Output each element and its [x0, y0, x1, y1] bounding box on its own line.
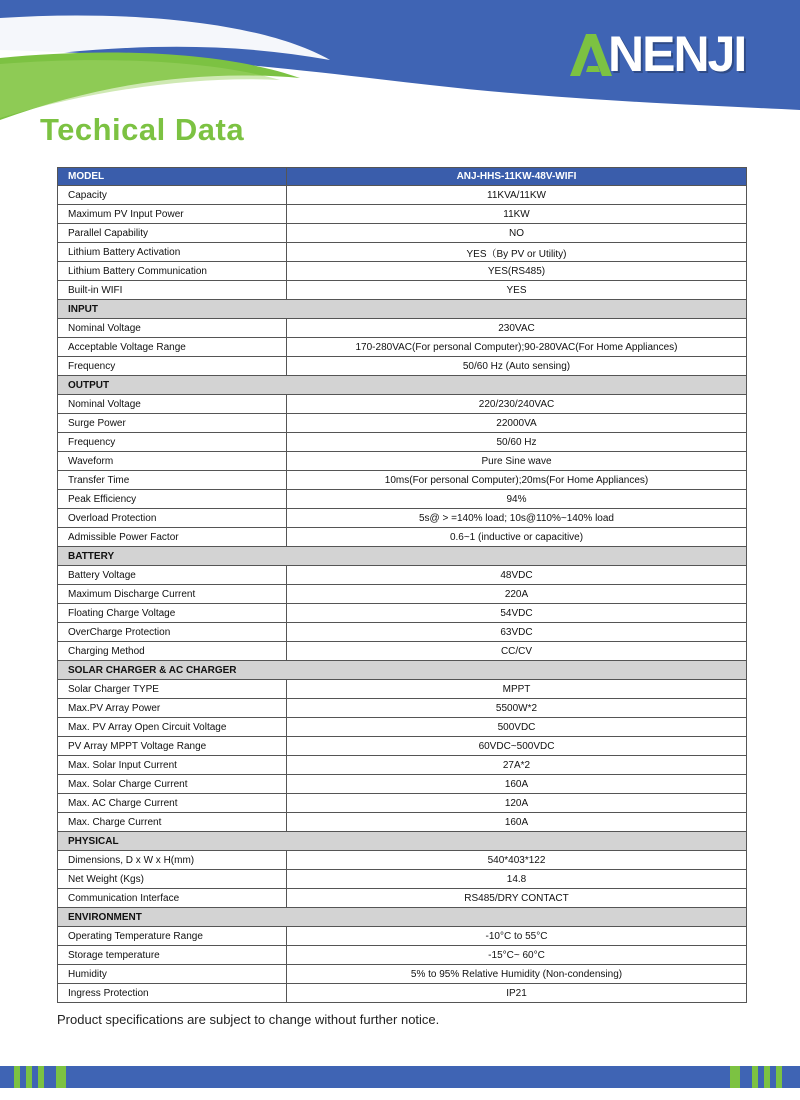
spec-label: Storage temperature — [58, 946, 287, 965]
spec-label: Lithium Battery Activation — [58, 243, 287, 262]
section-header-battery — [58, 547, 747, 566]
table-row — [58, 205, 747, 224]
spec-label: Max. Solar Input Current — [58, 756, 287, 775]
spec-label: Battery Voltage — [58, 566, 287, 585]
spec-value: 54VDC — [287, 604, 747, 623]
spec-value: 63VDC — [287, 623, 747, 642]
spec-value: YES(RS485) — [287, 262, 747, 281]
table-row — [58, 243, 747, 262]
table-row — [58, 452, 747, 471]
section-title: BATTERY — [58, 547, 747, 566]
section-title: OUTPUT — [58, 376, 747, 395]
spec-label: OverCharge Protection — [58, 623, 287, 642]
spec-value: YES（By PV or Utility) — [287, 243, 747, 262]
spec-value: 220/230/240VAC — [287, 395, 747, 414]
table-row — [58, 870, 747, 889]
spec-value: 230VAC — [287, 319, 747, 338]
spec-value: Pure Sine wave — [287, 452, 747, 471]
table-row — [58, 984, 747, 1003]
section-header-environment — [58, 908, 747, 927]
spec-label: Built-in WIFI — [58, 281, 287, 300]
spec-label: Acceptable Voltage Range — [58, 338, 287, 357]
spec-value: 10ms(For personal Computer);20ms(For Home Appliances) — [287, 471, 747, 490]
spec-value: 500VDC — [287, 718, 747, 737]
spec-label: Nominal Voltage — [58, 395, 287, 414]
table-row — [58, 585, 747, 604]
logo-wordmark — [568, 26, 778, 82]
footnote: Product specifications are subject to change without further notice. — [57, 1012, 440, 1027]
spec-label: Max.PV Array Power — [58, 699, 287, 718]
spec-value: 50/60 Hz (Auto sensing) — [287, 357, 747, 376]
table-row — [58, 756, 747, 775]
spec-label: Maximum PV Input Power — [58, 205, 287, 224]
spec-value: 50/60 Hz — [287, 433, 747, 452]
spec-label: Peak Efficiency — [58, 490, 287, 509]
table-row — [58, 338, 747, 357]
table-row — [58, 604, 747, 623]
table-row — [58, 965, 747, 984]
spec-value: 48VDC — [287, 566, 747, 585]
spec-value: 11KVA/11KW — [287, 186, 747, 205]
table-row — [58, 509, 747, 528]
spec-label: Overload Protection — [58, 509, 287, 528]
table-row — [58, 262, 747, 281]
spec-label: Lithium Battery Communication — [58, 262, 287, 281]
brand-logo — [568, 26, 778, 82]
table-row — [58, 642, 747, 661]
spec-label: Admissible Power Factor — [58, 528, 287, 547]
spec-value: 22000VA — [287, 414, 747, 433]
spec-value: 5s@ > =140% load; 10s@110%~140% load — [287, 509, 747, 528]
section-title: ENVIRONMENT — [58, 908, 747, 927]
spec-label: Solar Charger TYPE — [58, 680, 287, 699]
table-row — [58, 946, 747, 965]
spec-value: RS485/DRY CONTACT — [287, 889, 747, 908]
spec-value: 5% to 95% Relative Humidity (Non-condensing) — [287, 965, 747, 984]
table-row — [58, 224, 747, 243]
table-row — [58, 927, 747, 946]
spec-value: YES — [287, 281, 747, 300]
spec-value: IP21 — [287, 984, 747, 1003]
table-row — [58, 319, 747, 338]
table-row — [58, 794, 747, 813]
spec-label: Nominal Voltage — [58, 319, 287, 338]
page-title: Techical Data — [40, 112, 245, 147]
spec-label: Floating Charge Voltage — [58, 604, 287, 623]
spec-label: Capacity — [58, 186, 287, 205]
spec-value: 27A*2 — [287, 756, 747, 775]
spec-value: 5500W*2 — [287, 699, 747, 718]
spec-value: 14.8 — [287, 870, 747, 889]
table-row — [58, 433, 747, 452]
table-row — [58, 813, 747, 832]
table-row — [58, 775, 747, 794]
table-row — [58, 623, 747, 642]
table-row — [58, 357, 747, 376]
spec-label: Surge Power — [58, 414, 287, 433]
spec-label: Waveform — [58, 452, 287, 471]
table-row — [58, 699, 747, 718]
table-row — [58, 889, 747, 908]
spec-value: 160A — [287, 775, 747, 794]
spec-value: CC/CV — [287, 642, 747, 661]
spec-label: Net Weight (Kgs) — [58, 870, 287, 889]
table-row — [58, 718, 747, 737]
spec-value: 540*403*122 — [287, 851, 747, 870]
footer-banner — [0, 1066, 800, 1088]
spec-value: 11KW — [287, 205, 747, 224]
spec-label: Max. Solar Charge Current — [58, 775, 287, 794]
spec-label: Transfer Time — [58, 471, 287, 490]
spec-value: -15°C~ 60°C — [287, 946, 747, 965]
spec-label: Max. Charge Current — [58, 813, 287, 832]
section-title: SOLAR CHARGER & AC CHARGER — [58, 661, 747, 680]
spec-label: Charging Method — [58, 642, 287, 661]
spec-value: 94% — [287, 490, 747, 509]
section-header-input — [58, 300, 747, 319]
spec-label: Frequency — [58, 357, 287, 376]
spec-value: MPPT — [287, 680, 747, 699]
section-header-output — [58, 376, 747, 395]
table-row — [58, 490, 747, 509]
spec-label: Dimensions, D x W x H(mm) — [58, 851, 287, 870]
spec-value: 0.6~1 (inductive or capacitive) — [287, 528, 747, 547]
table-row — [58, 395, 747, 414]
section-header-charger — [58, 661, 747, 680]
logo-text: NENJI — [608, 26, 746, 82]
spec-label: Max. PV Array Open Circuit Voltage — [58, 718, 287, 737]
section-header-physical — [58, 832, 747, 851]
table-row — [58, 471, 747, 490]
table-row — [58, 737, 747, 756]
spec-label: Parallel Capability — [58, 224, 287, 243]
spec-value: 160A — [287, 813, 747, 832]
table-row — [58, 281, 747, 300]
spec-value: 60VDC~500VDC — [287, 737, 747, 756]
spec-value: NO — [287, 224, 747, 243]
spec-label: Operating Temperature Range — [58, 927, 287, 946]
spec-label: Maximum Discharge Current — [58, 585, 287, 604]
model-label: MODEL — [58, 168, 287, 186]
model-value: ANJ-HHS-11KW-48V-WIFI — [287, 168, 747, 186]
table-row — [58, 414, 747, 433]
spec-label: Communication Interface — [58, 889, 287, 908]
table-row — [58, 528, 747, 547]
spec-value: 220A — [287, 585, 747, 604]
section-title: PHYSICAL — [58, 832, 747, 851]
spec-label: PV Array MPPT Voltage Range — [58, 737, 287, 756]
table-row — [58, 186, 747, 205]
model-header-row — [58, 168, 747, 186]
section-title: INPUT — [58, 300, 747, 319]
spec-value: 120A — [287, 794, 747, 813]
spec-label: Max. AC Charge Current — [58, 794, 287, 813]
table-row — [58, 680, 747, 699]
spec-value: 170-280VAC(For personal Computer);90-280VAC(For Home Appliances) — [287, 338, 747, 357]
table-row — [58, 566, 747, 585]
spec-value: -10°C to 55°C — [287, 927, 747, 946]
spec-label: Humidity — [58, 965, 287, 984]
table-row — [58, 851, 747, 870]
spec-table — [57, 167, 747, 1003]
spec-label: Ingress Protection — [58, 984, 287, 1003]
spec-label: Frequency — [58, 433, 287, 452]
